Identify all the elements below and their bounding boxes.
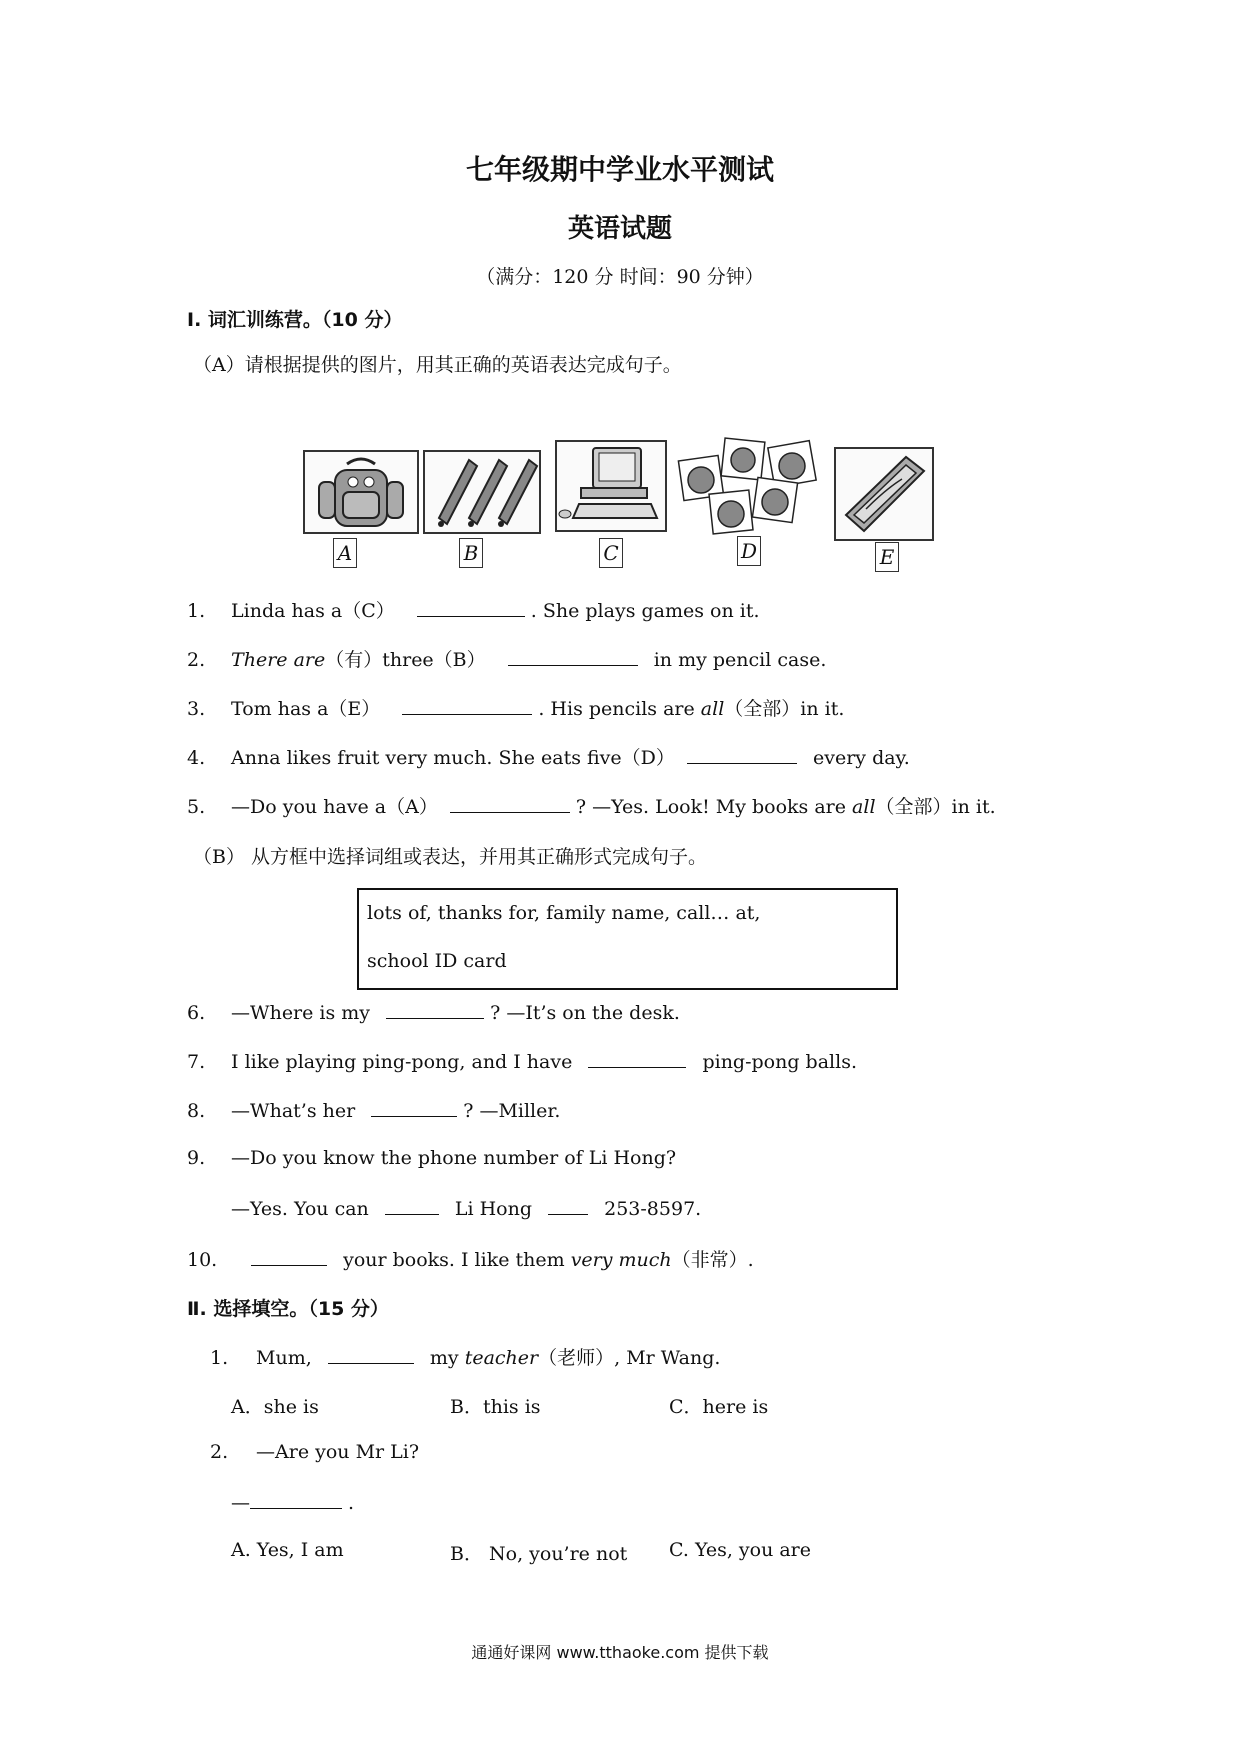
section1-heading: I. 词汇训练营。（10 分） [187, 309, 403, 331]
question-3: 3. Tom has a（E） . His pencils are all（全部）in it. [187, 698, 845, 720]
exam-subtitle: 英语试题 [567, 214, 672, 244]
partA-instruction: （A）请根据提供的图片，用其正确的英语表达完成句子。 [193, 354, 682, 376]
question-7: 7. I like playing ping-pong, and I have ping-pong balls. [187, 1051, 857, 1073]
word-box-line-2: school ID card [367, 950, 507, 972]
answer-blank-3[interactable] [402, 696, 532, 715]
answer-blank-10[interactable] [251, 1247, 327, 1266]
score-info: （满分：120 分 时间：90 分钟） [476, 266, 764, 288]
pencil-case-icon [834, 447, 934, 541]
answer-blank-5[interactable] [450, 794, 570, 813]
answer-blank-1[interactable] [417, 598, 525, 617]
answer-blank-7[interactable] [588, 1049, 686, 1068]
answer-blank-9b[interactable] [548, 1196, 588, 1215]
mc-1-option-b[interactable]: B．this is [450, 1396, 541, 1418]
question-5: 5. —Do you have a（A） ? —Yes. Look! My books are all（全部）in it. [187, 796, 996, 818]
picture-label-d: D [737, 536, 761, 566]
mc-question-2-response: — . [231, 1492, 355, 1514]
mc-blank-1[interactable] [328, 1345, 414, 1364]
question-1: 1. Linda has a（C） . She plays games on it. [187, 600, 760, 622]
mc-1-option-c[interactable]: C．here is [669, 1396, 769, 1418]
mc-question-2: 2. —Are you Mr Li? [210, 1441, 420, 1463]
word-box-line-1: lots of, thanks for, family name, call… at, [367, 902, 761, 924]
answer-blank-9a[interactable] [385, 1196, 439, 1215]
mc-question-1: 1. Mum, my teacher（老师）, Mr Wang. [210, 1347, 721, 1369]
computer-icon [555, 440, 667, 532]
footer-source: 通通好课网 www.tthaoke.com 提供下载 [471, 1643, 769, 1662]
backpack-icon [303, 450, 419, 534]
question-10: 10. your books. I like them very much（非常）. [187, 1249, 754, 1271]
picture-label-c: C [599, 538, 623, 568]
mc-1-option-a[interactable]: A．she is [231, 1396, 319, 1418]
mc-2-option-b[interactable]: B． No, you’re not [450, 1543, 628, 1565]
question-6: 6. —Where is my ? —It’s on the desk. [187, 1002, 680, 1024]
answer-blank-6[interactable] [386, 1000, 484, 1019]
pencils-icon [423, 450, 541, 534]
answer-blank-8[interactable] [371, 1098, 457, 1117]
question-9: 9. —Do you know the phone number of Li Hong? [187, 1147, 677, 1169]
mc-blank-2[interactable] [250, 1490, 342, 1509]
picture-label-b: B [459, 538, 483, 568]
question-9-answer-line: —Yes. You can Li Hong 253-8597. [231, 1198, 702, 1220]
partB-instruction: （B） 从方框中选择词组或表达，并用其正确形式完成句子。 [193, 846, 708, 868]
word-box [357, 888, 898, 990]
picture-label-a: A [333, 538, 357, 568]
question-8: 8. —What’s her ? —Miller. [187, 1100, 561, 1122]
answer-blank-2[interactable] [508, 647, 638, 666]
section2-heading: Ⅱ. 选择填空。（15 分） [187, 1298, 389, 1320]
exam-title: 七年级期中学业水平测试 [465, 153, 774, 186]
picture-label-e: E [875, 542, 899, 572]
question-2: 2. There are（有）three（B） in my pencil case. [187, 649, 827, 671]
answer-blank-4[interactable] [687, 745, 797, 764]
mc-2-option-c[interactable]: C. Yes, you are [669, 1539, 812, 1561]
apples-icon [677, 436, 827, 536]
question-4: 4. Anna likes fruit very much. She eats five（D） every day. [187, 747, 910, 769]
mc-2-option-a[interactable]: A. Yes, I am [231, 1539, 344, 1561]
